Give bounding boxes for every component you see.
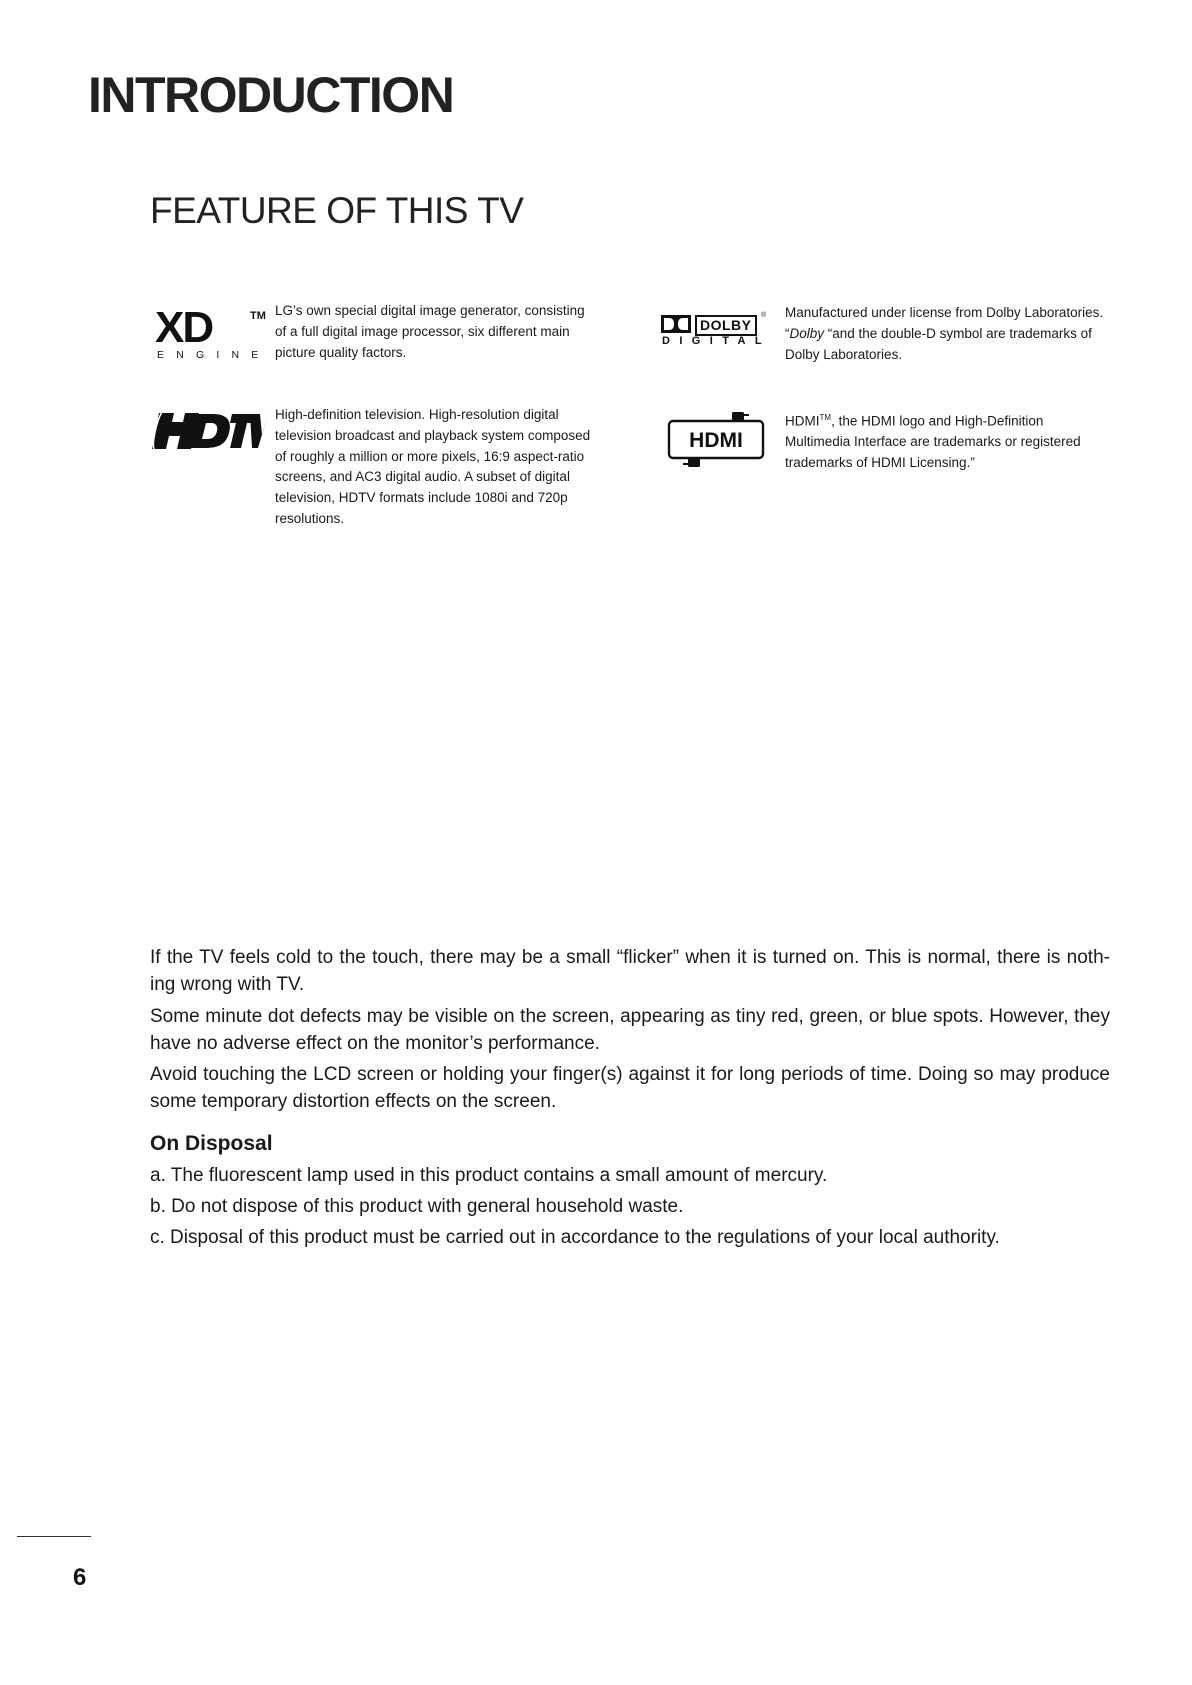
disposal-list-item: a. The fluorescent lamp used in this product contains a small amount of mercury. bbox=[150, 1165, 828, 1186]
dolby-line-2-italic: Dolby bbox=[789, 325, 825, 341]
hdtv-line: of roughly a million or more pixels, 16:9 aspect-ratio bbox=[275, 448, 585, 464]
note-paragraph: Avoid touching the LCD screen or holding your finger(s) against it for long periods of time. Doing so may produce some temporary distortion effects on the screen. bbox=[150, 1064, 1110, 1112]
hdtv-line: screens, and AC3 digital audio. A subset of digital bbox=[275, 469, 570, 485]
hdmi-line-1-start: HDMI bbox=[785, 413, 820, 429]
hdmi-logo-text: HDMI bbox=[689, 429, 743, 452]
xd-line: picture quality factors. bbox=[275, 344, 407, 360]
page-number: 6 bbox=[73, 1564, 87, 1591]
note-paragraph: If the TV feels cold to the touch, there may be a small “flicker” when it is turned on. This is normal, there is noth-ing wrong with TV. bbox=[150, 947, 1110, 995]
disposal-list-item: b. Do not dispose of this product with general household waste. bbox=[150, 1196, 684, 1217]
hdtv-feature-description bbox=[275, 405, 605, 530]
xd-logo-engine-text: ENGINE bbox=[157, 349, 271, 361]
hdmi-logo-icon bbox=[666, 412, 766, 468]
hdmi-line-3: trademarks of HDMI Licensing.” bbox=[785, 455, 975, 471]
hdtv-line: television broadcast and playback system composed bbox=[275, 427, 591, 443]
xd-feature-description bbox=[275, 301, 605, 363]
hdmi-logo-svg bbox=[666, 412, 766, 468]
dolby-line-2 bbox=[785, 324, 1115, 345]
hdtv-line: High-definition television. High-resolution digital bbox=[275, 407, 559, 422]
dolby-logo-reg-mark: ® bbox=[761, 312, 767, 319]
hdmi-feature-description bbox=[785, 408, 1115, 474]
dolby-logo-wordmark: DOLBY bbox=[695, 315, 757, 336]
hdtv-line: resolutions. bbox=[275, 510, 345, 526]
dolby-digital-logo-icon bbox=[661, 312, 771, 350]
page-title: INTRODUCTION bbox=[88, 67, 454, 123]
disposal-list-item: c. Disposal of this product must be carried out in accordance to the regulations of your local authority. bbox=[150, 1227, 1000, 1248]
dolby-logo-digital-text: DIGITAL bbox=[662, 335, 771, 347]
hdmi-line-1 bbox=[785, 408, 1115, 432]
hdmi-line-1-tm: TM bbox=[819, 413, 832, 422]
xd-engine-logo-icon bbox=[152, 303, 271, 362]
xd-line: LG’s own special digital image generator, consisting bbox=[275, 303, 585, 318]
hdmi-line-1-rest: , the HDMI logo and High-Definition bbox=[831, 413, 1044, 429]
section-title: FEATURE OF THIS TV bbox=[150, 190, 524, 231]
xd-logo-letters: XD bbox=[155, 303, 213, 352]
dolby-line-2-open-quote: “ bbox=[785, 325, 790, 341]
xd-line: of a full digital image processor, six different main bbox=[275, 323, 570, 339]
dolby-line-2-rest: “and the double-D symbol are trademarks of bbox=[824, 325, 1092, 341]
dolby-line-3: Dolby Laboratories. bbox=[785, 346, 903, 362]
xd-logo-tm: TM bbox=[250, 310, 266, 322]
note-paragraph: Some minute dot defects may be visible on the screen, appearing as tiny red, green, or blue spots. However, they have no adverse effect on the monitor’s performance. bbox=[150, 1006, 1110, 1054]
double-d-icon bbox=[661, 315, 691, 333]
disposal-heading: On Disposal bbox=[150, 1132, 273, 1155]
dolby-feature-description bbox=[785, 303, 1115, 365]
hdtv-logo-svg bbox=[150, 408, 268, 454]
hdtv-line: television, HDTV formats include 1080i and 720p bbox=[275, 490, 568, 506]
hdmi-line-2: Multimedia Interface are trademarks or registered bbox=[785, 434, 1081, 450]
dolby-line-1: Manufactured under license from Dolby Laboratories. bbox=[785, 305, 1104, 320]
hdtv-logo-icon bbox=[150, 408, 268, 454]
footer-divider bbox=[17, 1536, 91, 1537]
